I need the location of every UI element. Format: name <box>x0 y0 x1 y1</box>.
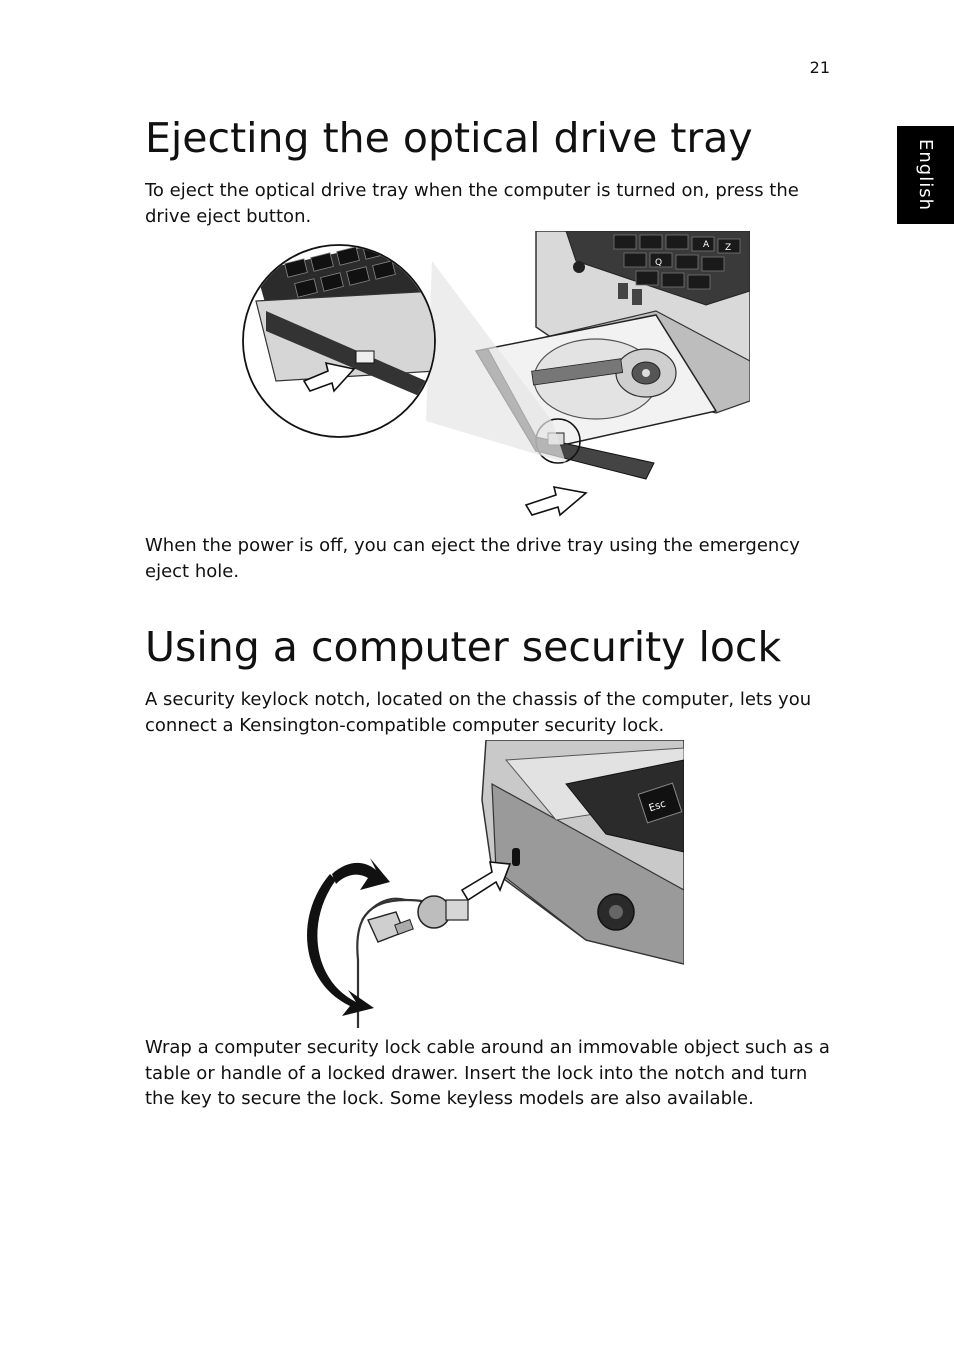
drive-key-a: A <box>703 240 710 250</box>
paragraph-emergency-eject: When the power is off, you can eject the drive tray using the emergency eject hole. <box>145 535 800 582</box>
language-tab-label: English <box>915 139 936 211</box>
insert-arrow-icon <box>462 862 510 900</box>
paragraph-eject-powered-on: To eject the optical drive tray when the computer is turned on, press the drive eject button. <box>145 180 799 227</box>
drive-key-q: Q <box>655 258 663 268</box>
language-tab <box>897 126 954 224</box>
paragraph-wrap-lock-cable: Wrap a computer security lock cable around an immovable object such as a table or handle of a locked drawer. Insert the lock into the notch and turn the key to secure the lock. Some keyless models are also available. <box>145 1037 830 1109</box>
lock-key-esc: Esc <box>647 798 668 815</box>
eject-arrow-icon <box>526 487 586 515</box>
paragraph-security-notch: A security keylock notch, located on the chassis of the computer, lets you connect a Kensington-compatible computer security lock. <box>145 689 812 736</box>
page-number: 21 <box>809 58 830 77</box>
drive-key-z: Z <box>725 243 732 253</box>
figure-security-lock <box>296 740 684 1028</box>
section-title-optical-drive: Ejecting the optical drive tray <box>145 114 753 162</box>
section-title-security-lock: Using a computer security lock <box>145 623 782 671</box>
figure-optical-drive-eject <box>236 231 750 519</box>
rotate-arrow-icon <box>307 874 374 1016</box>
